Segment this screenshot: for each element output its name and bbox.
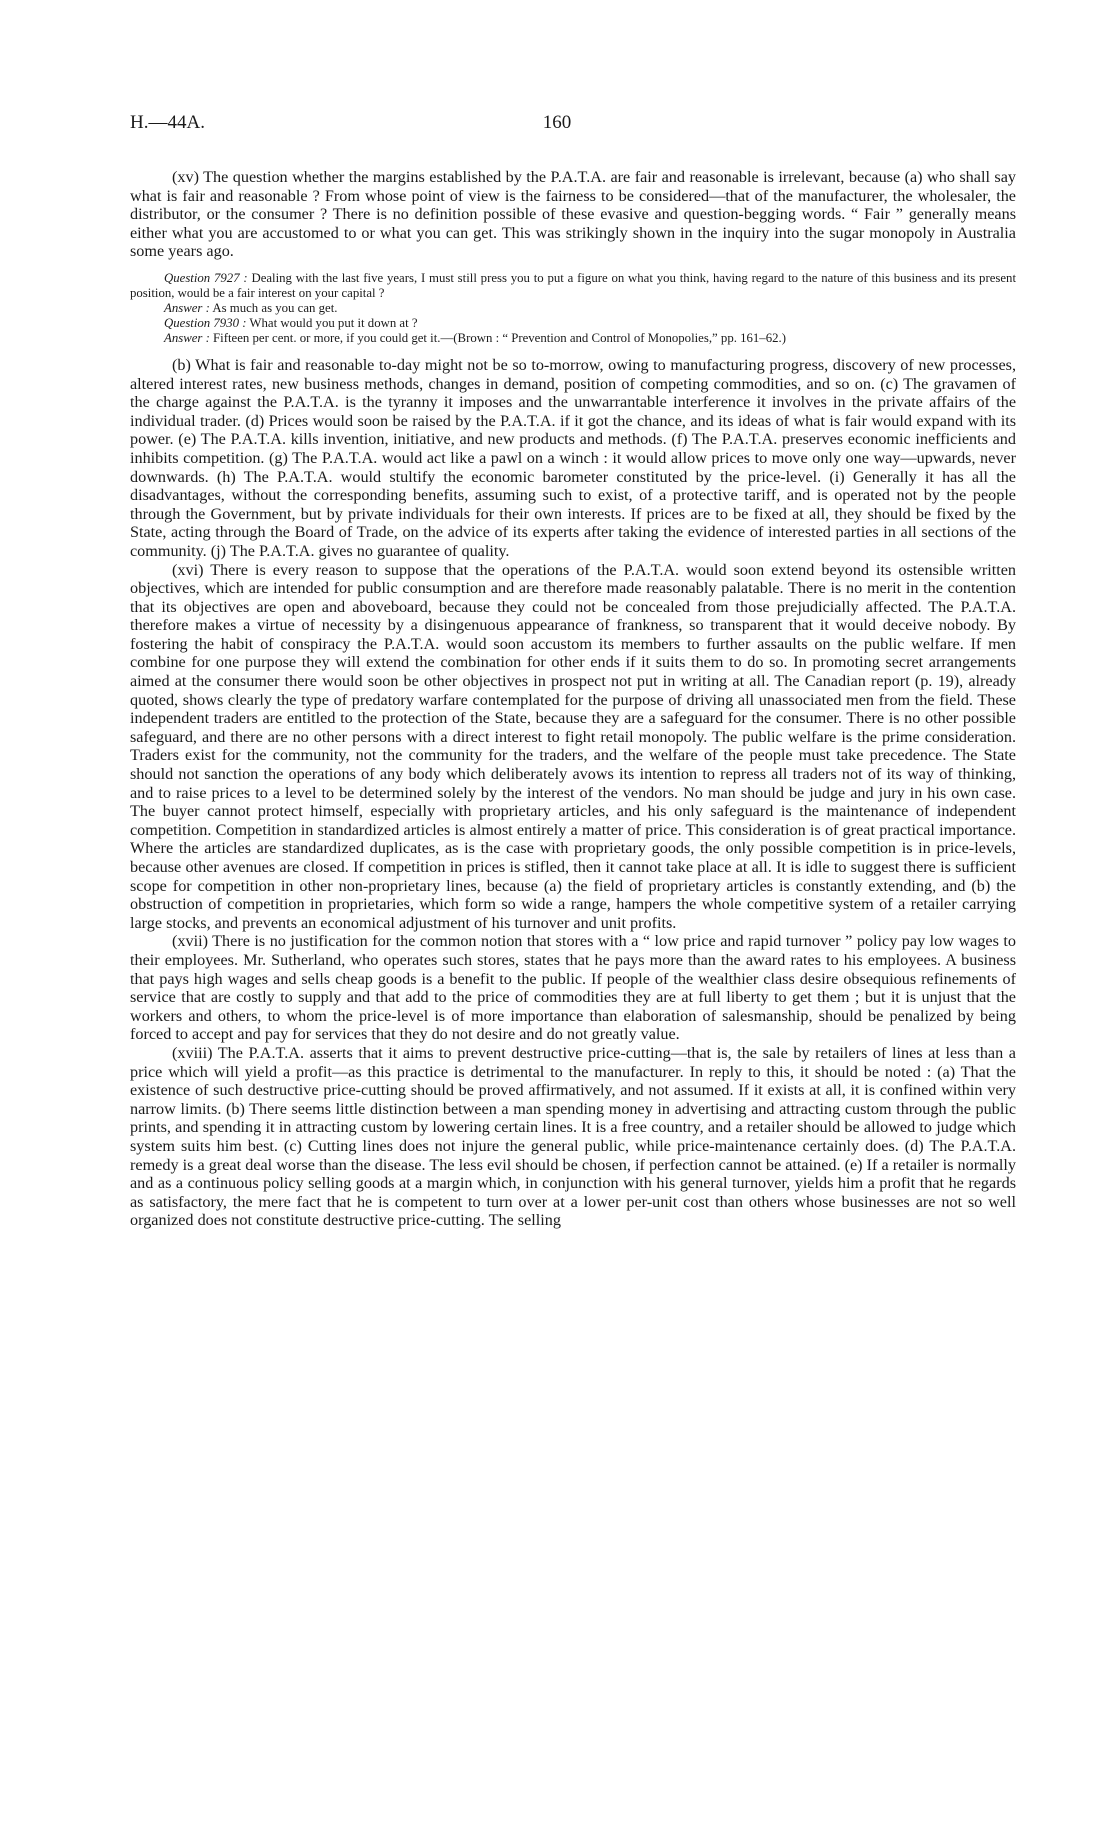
- page-number: 160: [542, 112, 572, 133]
- quote-text: Fifteen per cent. or more, if you could get it.—(Brown : “ Prevention and Control of Monopolies,” pp. 161–62.): [209, 330, 786, 345]
- quote-label: Question 7927 :: [164, 270, 248, 285]
- quote-label: Question 7930 :: [164, 315, 247, 330]
- quote-line: [130, 331, 1016, 346]
- quote-line: [164, 316, 1016, 331]
- quote-text: As much as you can get.: [209, 300, 338, 315]
- quote-text: What would you put it down at ?: [246, 315, 418, 330]
- paragraph-xv: (xv) The question whether the margins established by the P.A.T.A. are fair and reasonable is irrelevant, because (a) who shall say what is fair and reasonable ? From whose point of view is the fairness to be considered—that of the manufacturer, the wholesaler, the distributor, or the consumer ? There is no definition possible of these evasive and question-begging words. “ Fair ” generally means either what you are accustomed to or what you can get. This was strikingly shown in the inquiry into the sugar monopoly in Australia some years ago.: [130, 168, 1016, 261]
- quote-text: Dealing with the last five years, I must still press you to put a figure on what you think, having regard to the nature of this business and its present position, would be a fair interest on your capital ?: [130, 270, 1017, 300]
- quote-line: [130, 271, 1016, 301]
- paragraph-b-to-j: (b) What is fair and reasonable to-day might not be so to-morrow, owing to manufacturing progress, discovery of new processes, altered interest rates, new business methods, changes in demand, position of competing commodities, and so on. (c) The gravamen of the charge against the P.A.T.A. is the tyranny it imposes and the unwarrantable interference it involves in the private affairs of the individual trader. (d) Prices would soon be raised by the P.A.T.A. if it got the chance, and its ideas of what is fair would expand with its power. (e) The P.A.T.A. kills invention, initiative, and new products and methods. (f) The P.A.T.A. preserves economic inefficients and inhibits competition. (g) The P.A.T.A. would act like a pawl on a winch : it would allow prices to move only one way—upwards, never downwards. (h) The P.A.T.A. would stultify the economic barometer constituted by the price-level. (i) Generally it has all the disadvantages, without the corresponding benefits, assuming such to exist, of a protective tariff, and is operated not by the people through the Government, but by private individuals for their own interests. If prices are to be fixed at all, they should be fixed by the State, acting through the Board of Trade, on the advice of its experts after taking the evidence of interested parties in all sections of the community. (j) The P.A.T.A. gives no guarantee of quality.: [130, 355, 1016, 560]
- page-header: [130, 112, 984, 142]
- evidence-quote: [130, 271, 1016, 346]
- quote-label: Answer :: [164, 300, 210, 315]
- paragraph-xvii: (xvii) There is no justification for the common notion that stores with a “ low price and rapid turnover ” policy pay low wages to their employees. Mr. Sutherland, who operates such stores, states that he pays more than the award rates to his employees. A business that pays high wages and sells cheap goods is a benefit to the public. If people of the wealthier class desire obsequious refinements of service that are costly to supply and that add to the price of commodities they are at full liberty to get them ; but it is unjust that the workers and others, to whom the price-level is of more importance than elaboration of salesmanship, should be penalized by being forced to accept and pay for services that they do not desire and do not greatly value.: [130, 932, 1016, 1044]
- document-reference: H.—44A.: [130, 112, 205, 133]
- quote-line: [164, 301, 1016, 316]
- quote-label: Answer :: [164, 330, 210, 345]
- paragraph-xviii: (xviii) The P.A.T.A. asserts that it aims to prevent destructive price-cutting—that is, the sale by retailers of lines at less than a price which will yield a profit—as this practice is detrimental to the manufacturer. In reply to this, it should be noted : (a) That the existence of such destructive price-cutting should be proved affirmatively, and not assumed. If it exists at all, it is confined within very narrow limits. (b) There seems little distinction between a man spending money in advertising and attracting custom through the public prints, and spending it in attracting custom by lowering certain lines. It is a free country, and a retailer should be allowed to judge which system suits him best. (c) Cutting lines does not injure the general public, while price-maintenance certainly does. (d) The P.A.T.A. remedy is a great deal worse than the disease. The less evil should be chosen, if perfection cannot be attained. (e) If a retailer is normally and as a continuous policy selling goods at a margin which, in conjunction with his general turnover, yields him a profit that he regards as satisfactory, the mere fact that he is competent to turn over at a lower per-unit cost than others whose businesses are not so well organized does not constitute destructive price-cutting. The selling: [130, 1043, 1016, 1230]
- paragraph-xvi: (xvi) There is every reason to suppose that the operations of the P.A.T.A. would soon extend beyond its ostensible written objectives, which are intended for public consumption and are therefore made reasonably palatable. There is no merit in the contention that its objectives are open and aboveboard, because they could not be concealed from those prejudicially affected. The P.A.T.A. therefore makes a virtue of necessity by a disingenuous appearance of frankness, so transparent that it would deceive nobody. By fostering the habit of conspiracy the P.A.T.A. would soon accustom its members to further assaults on the public welfare. If men combine for one purpose they will extend the combination for other ends if it suits them to do so. In promoting secret arrangements aimed at the consumer there would soon be other objectives in prospect not put in writing at all. The Canadian report (p. 19), already quoted, shows clearly the type of predatory warfare contemplated for the purpose of driving all unassociated men from the field. These independent traders are entitled to the protection of the State, because they are a safeguard for the consumer. There is no other possible safeguard, and there are no other persons with a direct interest to fight retail monopoly. The public welfare is the prime consideration. Traders exist for the community, not the community for the traders, and the welfare of the people must take precedence. The State should not sanction the operations of any body which deliberately avows its intention to repress all traders not of its way of thinking, and to raise prices to a level to be determined solely by the interest of the vendors. No man should be judge and jury in his own case. The buyer cannot protect himself, especially with proprietary articles, and his only safeguard is the maintenance of independent competition. Competition in standardized articles is almost entirely a matter of price. This consideration is of great practical importance. Where the articles are standardized duplicates, as is the case with proprietary goods, the only possible competition is in price-levels, because other avenues are closed. If competition in prices is stifled, then it cannot take place at all. It is idle to suggest there is sufficient scope for competition in other non-proprietary lines, because (a) the field of proprietary articles is constantly extending, and (b) the obstruction of competition in proprietaries, which form so wide a range, hampers the whole competitive system of a retailer carrying large stocks, and prevents an economical adjustment of his turnover and unit profits.: [130, 560, 1016, 932]
- body-text: [130, 168, 1016, 1230]
